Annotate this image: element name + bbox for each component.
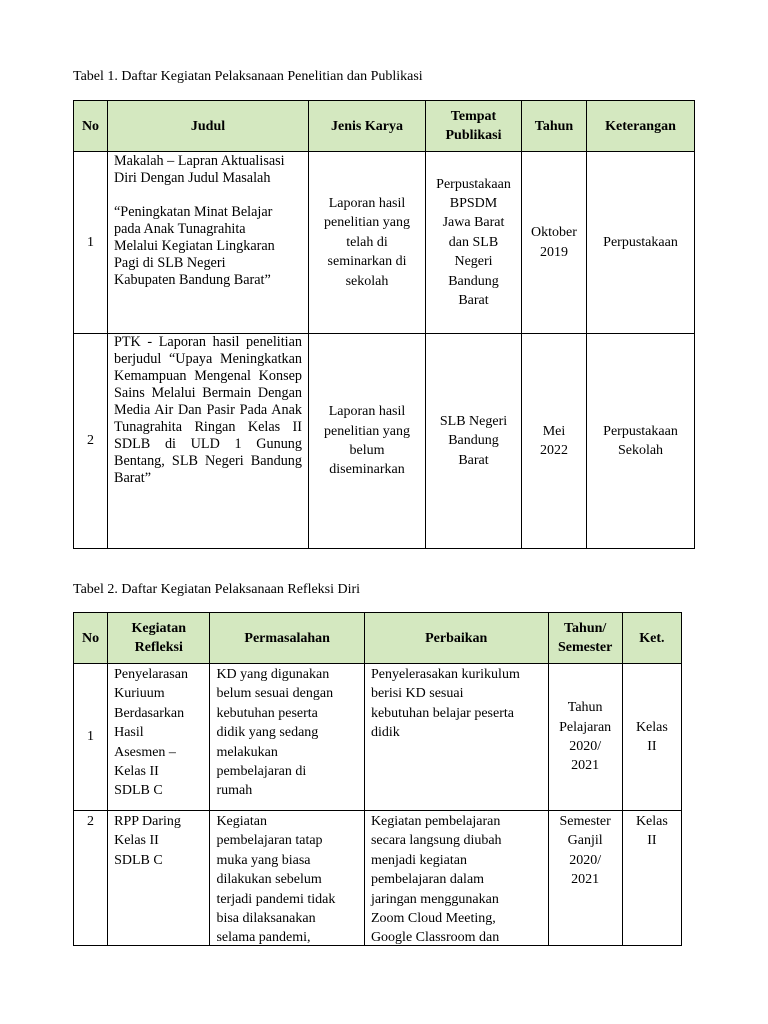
cell-tahun-semester: Semester Ganjil 2020/ 2021 [548, 811, 622, 946]
cell-no: 2 [74, 334, 108, 549]
cell-tempat-publikasi: Perpustakaan BPSDM Jawa Barat dan SLB Negeri Bandung Barat [426, 152, 522, 334]
self-reflection-table [73, 612, 682, 946]
table-row [74, 811, 682, 946]
cell-ket: Kelas II [622, 811, 681, 946]
table2-caption: Tabel 2. Daftar Kegiatan Pelaksanaan Refleksi Diri [73, 582, 361, 597]
table-row [74, 334, 695, 549]
cell-tahun-semester: Tahun Pelajaran 2020/ 2021 [548, 664, 622, 811]
header-kegiatan-refleksi: Kegiatan Refleksi [108, 613, 210, 664]
cell-no: 2 [74, 811, 108, 946]
header-no: No [74, 101, 108, 152]
table-row [74, 152, 695, 334]
cell-kegiatan: RPP Daring Kelas II SDLB C [108, 811, 210, 946]
header-permasalahan: Permasalahan [210, 613, 365, 664]
cell-tempat-publikasi: SLB Negeri Bandung Barat [426, 334, 522, 549]
header-no: No [74, 613, 108, 664]
cell-judul: PTK - Laporan hasil penelitian berjudul “Upaya Meningkatkan Kemampuan Mengenal Konsep Sains Melalui Bermain Dengan Media Air Dan Pasir Pada Anak Tunagrahita Ringan Kelas II SDLB di ULD 1 Gunung Bentang, SLB Negeri Bandung Barat” [108, 334, 309, 549]
cell-perbaikan: Penyelerasakan kurikulum berisi KD sesuai kebutuhan belajar peserta didik [364, 664, 548, 811]
table-row [74, 664, 682, 811]
header-tempat-publikasi: Tempat Publikasi [426, 101, 522, 152]
cell-keterangan: Perpustakaan [587, 152, 695, 334]
cell-permasalahan: KD yang digunakan belum sesuai dengan kebutuhan peserta didik yang sedang melakukan pembelajaran di rumah [210, 664, 365, 811]
cell-judul: Makalah – Lapran Aktualisasi Diri Dengan Judul Masalah “Peningkatan Minat Belajar pada Anak Tunagrahita Melalui Kegiatan Lingkaran Pagi di SLB Negeri Kabupaten Bandung Barat” [108, 152, 309, 334]
header-tahun-semester: Tahun/ Semester [548, 613, 622, 664]
table-header-row [74, 101, 695, 152]
header-keterangan: Keterangan [587, 101, 695, 152]
table1-caption: Tabel 1. Daftar Kegiatan Pelaksanaan Penelitian dan Publikasi [73, 69, 423, 84]
cell-jenis-karya: Laporan hasil penelitian yang belum diseminarkan [309, 334, 426, 549]
cell-no: 1 [74, 152, 108, 334]
cell-no: 1 [74, 664, 108, 811]
table-header-row [74, 613, 682, 664]
header-judul: Judul [108, 101, 309, 152]
cell-permasalahan: Kegiatan pembelajaran tatap muka yang biasa dilakukan sebelum terjadi pandemi tidak bisa dilaksanakan selama pandemi, [210, 811, 365, 946]
header-perbaikan: Perbaikan [364, 613, 548, 664]
cell-perbaikan: Kegiatan pembelajaran secara langsung diubah menjadi kegiatan pembelajaran dalam jaringan menggunakan Zoom Cloud Meeting, Google Classroom dan [364, 811, 548, 946]
research-publication-table [73, 100, 695, 549]
header-ket: Ket. [622, 613, 681, 664]
cell-keterangan: Perpustakaan Sekolah [587, 334, 695, 549]
header-tahun: Tahun [522, 101, 587, 152]
cell-tahun: Oktober 2019 [522, 152, 587, 334]
header-jenis-karya: Jenis Karya [309, 101, 426, 152]
cell-jenis-karya: Laporan hasil penelitian yang telah di seminarkan di sekolah [309, 152, 426, 334]
cell-kegiatan: Penyelarasan Kuriuum Berdasarkan Hasil Asesmen – Kelas II SDLB C [108, 664, 210, 811]
cell-tahun: Mei 2022 [522, 334, 587, 549]
cell-ket: Kelas II [622, 664, 681, 811]
